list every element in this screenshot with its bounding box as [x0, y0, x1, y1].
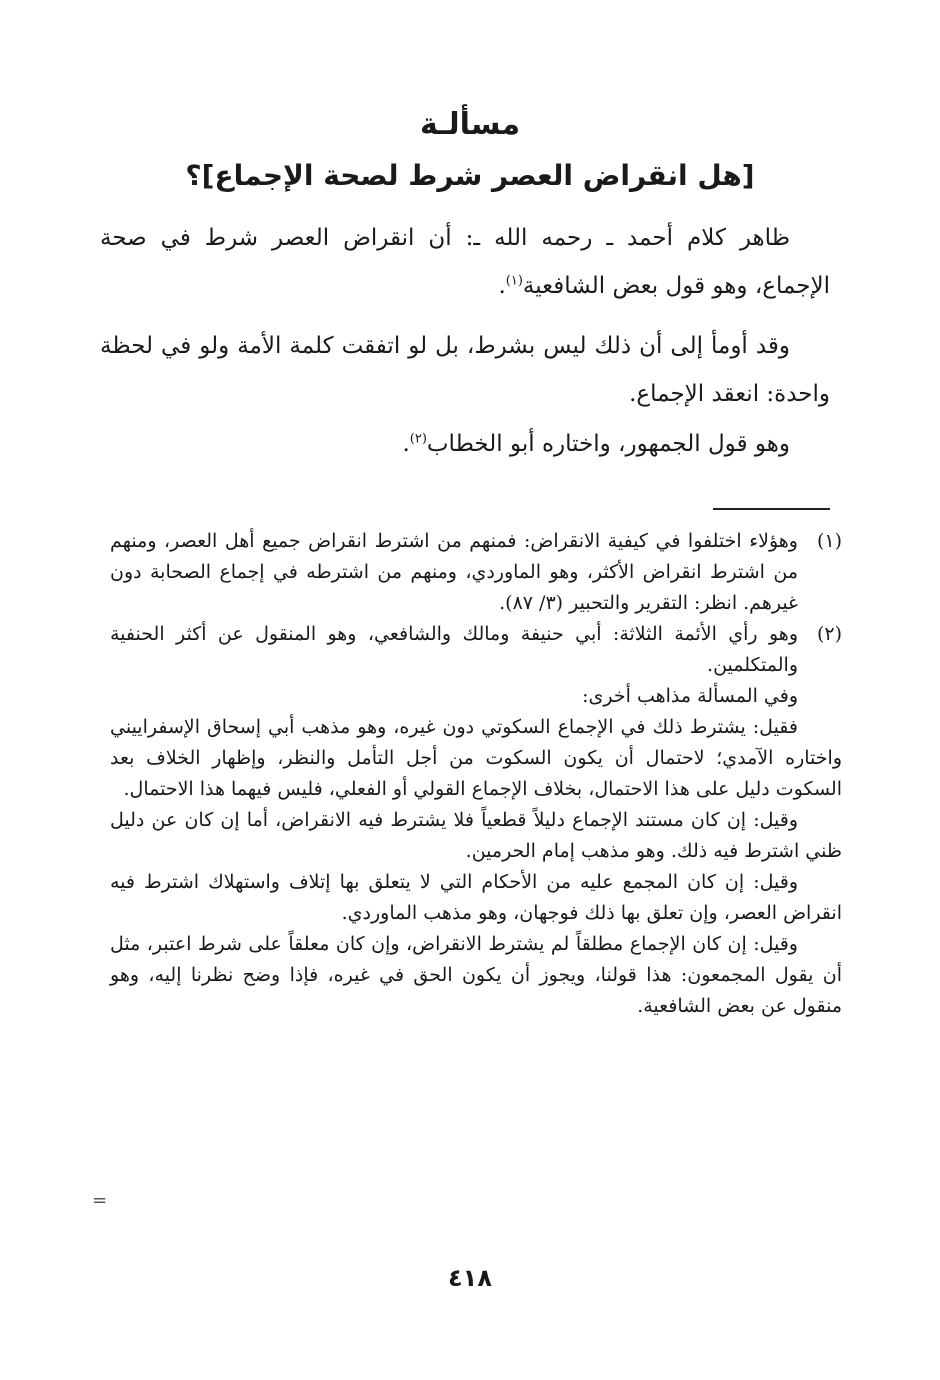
footnote-1-text: وهؤلاء اختلفوا في كيفية الانقراض: فمنهم من اشترط انقراض جميع أهل العصر، ومنهم من اشترط انقراض الأكثر، وهو الماوردي، ومنهم من اشترطه في إجماع الصحابة دون غيرهم. انظر: التقرير والتحبير (٣/ ٨٧).	[110, 530, 798, 614]
paragraph-2: وقد أومأ إلى أن ذلك ليس بشرط، بل لو اتفقت كلمة الأمة ولو في لحظة واحدة: انعقد الإجماع.	[100, 333, 830, 407]
paragraph-3	[100, 420, 830, 468]
footnote-ref-2: (٢)	[409, 431, 427, 447]
continuation-mark: =	[92, 1190, 108, 1211]
footnote-1-number: (١)	[816, 530, 842, 552]
paragraph-3-end: .	[402, 431, 410, 457]
view-1: فقيل: يشترط ذلك في الإجماع السكوتي دون غيره، وهو مذهب أبي إسحاق الإسفراييني واختاره الآمدي؛ لاحتمال أن يكون السكوت من أجل التأمل والنظر، وإظهار الخلاف بعد السكوت دليل على هذا الاحتمال، بخلاف الإجماع القولي أو الفعلي، فليس فيهما هذا الاحتمال.	[110, 716, 842, 800]
footnote-ref-1: (١)	[505, 273, 523, 289]
paragraph-1-end: .	[498, 273, 506, 299]
paragraph-1	[100, 214, 830, 310]
page-number: ٤١٨	[448, 1264, 492, 1292]
footnotes	[110, 526, 842, 1022]
paragraph-1-text: ظاهر كلام أحمد ـ رحمه الله ـ: أن انقراض العصر شرط في صحة الإجماع، وهو قول بعض الشافعية	[100, 225, 830, 299]
footnote-2-text: وهو رأي الأئمة الثلاثة: أبي حنيفة ومالك والشافعي، وهو المنقول عن أكثر الحنفية والمتكلمين.	[110, 623, 798, 676]
footnote-separator	[713, 508, 830, 510]
question-title: [هل انقراض العصر شرط لصحة الإجماع]؟	[185, 159, 755, 192]
view-4: وقيل: إن كان الإجماع مطلقاً لم يشترط الانقراض، وإن كان معلقاً على شرط اعتبر، مثل أن يقول المجمعون: هذا قولنا، ويجوز أن يكون الحق في غيره، فإذا وضح نظرنا إليه، وهو منقول عن بعض الشافعية.	[110, 933, 842, 1017]
view-2: وقيل: إن كان مستند الإجماع دليلاً قطعياً فلا يشترط فيه الانقراض، أما إن كان عن دليل ظني اشترط فيه ذلك. وهو مذهب إمام الحرمين.	[110, 809, 842, 862]
footnote-2	[110, 619, 842, 681]
other-views-intro: وفي المسألة مذاهب أخرى:	[582, 685, 798, 707]
paragraph-3-text: وهو قول الجمهور، واختاره أبو الخطاب	[426, 431, 790, 457]
view-3: وقيل: إن كان المجمع عليه من الأحكام التي لا يتعلق بها إتلاف واستهلاك اشترط فيه انقراض العصر، وإن تعلق بها ذلك فوجهان، وهو مذهب الماوردي.	[110, 871, 842, 924]
footnote-1	[110, 526, 842, 619]
footnote-2-number: (٢)	[816, 623, 842, 645]
section-title: مسألـة	[419, 107, 521, 142]
